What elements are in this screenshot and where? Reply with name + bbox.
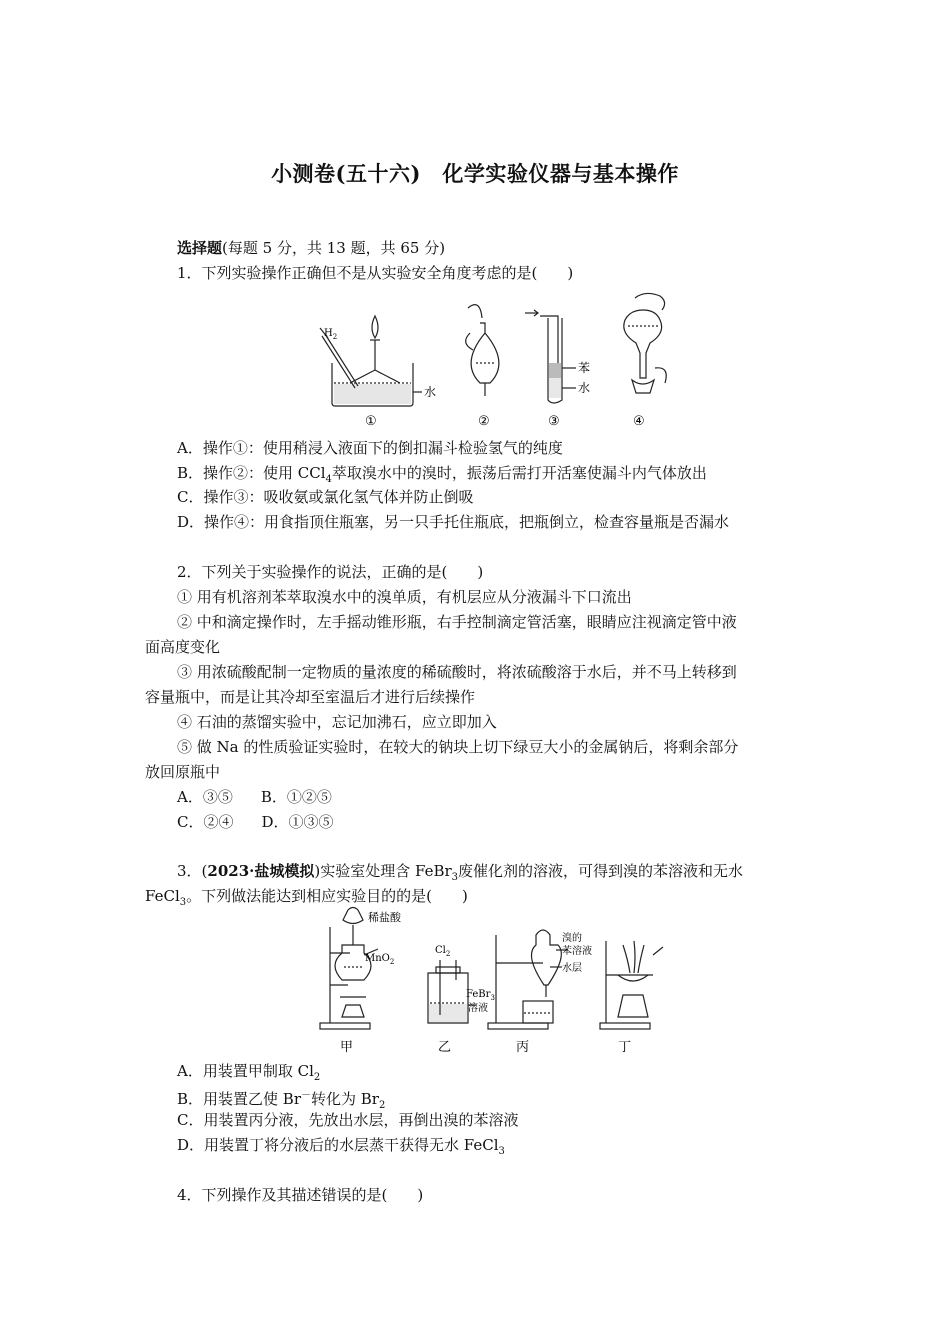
fig1-num-3: ③	[548, 414, 560, 429]
q3-stem-line1: 3．(2023·盐城模拟)实验室处理含 FeBr$_3$废催化剂的溶液，可得到溴的苯溶液和无水	[177, 862, 744, 883]
q2-statement-5b: 放回原瓶中	[145, 763, 221, 781]
q3-option-c: C．用装置丙分液，先放出水层，再倒出溴的苯溶液	[177, 1111, 519, 1129]
q3-option-a: A．用装置甲制取 $Cl_2$	[177, 1062, 321, 1083]
fig3-label-bing: 丙	[516, 1040, 530, 1055]
cl2-label: $Cl_2$	[435, 945, 451, 958]
solution-label: 溶液	[468, 1003, 488, 1014]
bromine-benzene-label-1: 溴的	[562, 933, 582, 944]
q2-option-a: A．③⑤	[177, 788, 233, 806]
q3-stem-line2: FeCl$_3$。下列做法能达到相应实验目的的是( )	[145, 887, 468, 908]
mno2-label: MnO$_2$	[365, 953, 395, 966]
q2-option-d: D．①③⑤	[261, 813, 334, 831]
water-label-1: 水	[424, 385, 437, 399]
fig1-num-4: ④	[633, 414, 645, 429]
q1-option-d: D．操作④：用食指顶住瓶塞，另一只手托住瓶底，把瓶倒立，检查容量瓶是否漏水	[177, 513, 730, 531]
q2-options-cd	[177, 812, 334, 832]
q2-options-ab	[177, 787, 332, 807]
section-head: 选择题	[177, 239, 223, 257]
q2-statement-3b: 容量瓶中，而是让其冷却至室温后才进行后续操作	[145, 688, 476, 706]
q3-figure	[318, 905, 668, 1057]
q2-statement-4: ④ 石油的蒸馏实验中，忘记加沸石，应立即加入	[177, 713, 497, 731]
q2-option-c: C．②④	[177, 813, 234, 831]
fig3-label-ding: 丁	[618, 1040, 632, 1055]
q1-stem: 1．下列实验操作正确但不是从实验安全角度考虑的是( )	[177, 264, 574, 282]
q2-statement-1: ① 用有机溶剂苯萃取溴水中的溴单质，有机层应从分液漏斗下口流出	[177, 588, 632, 606]
q1-option-c: C．操作③：吸收氨或氯化氢气体并防止倒吸	[177, 488, 474, 506]
q4-stem: 4．下列操作及其描述错误的是( )	[177, 1186, 424, 1204]
q2-option-b: B．①②⑤	[260, 788, 332, 806]
q1-figure	[310, 288, 680, 430]
water-label-3: 水	[578, 381, 591, 395]
fig1-num-1: ①	[365, 414, 377, 429]
febr3-label: FeBr$_3$	[466, 989, 495, 1002]
q2-statement-3a: ③ 用浓硫酸配制一定物质的量浓度的稀硫酸时，将浓硫酸溶于水后，并不马上转移到	[177, 663, 737, 681]
h2-label: $H_2$	[324, 328, 338, 341]
section-note: (每题 5 分，共 13 题，共 65 分)	[222, 239, 446, 257]
q3-option-b: B．用装置乙使 Br－转化为 $Br_2$	[177, 1090, 386, 1111]
q1-option-b: B．操作②：使用 CCl$_4$萃取溴水中的溴时，振荡后需打开活塞使漏斗内气体放出	[177, 464, 707, 485]
hcl-label: 稀盐酸	[368, 911, 401, 924]
fig3-label-yi: 乙	[438, 1040, 452, 1055]
q3-option-d: D．用装置丁将分液后的水层蒸干获得无水 FeCl$_3$	[177, 1136, 505, 1157]
q2-stem: 2．下列关于实验操作的说法，正确的是( )	[177, 563, 484, 581]
q2-statement-2b: 面高度变化	[145, 638, 221, 656]
q1-option-a: A．操作①：使用稍浸入液面下的倒扣漏斗检验氢气的纯度	[177, 439, 563, 457]
water-layer-label: 水层	[562, 963, 582, 974]
benzene-label: 苯	[578, 361, 591, 375]
bromine-benzene-label-2: 苯溶液	[562, 946, 592, 957]
fig1-num-2: ②	[478, 414, 490, 429]
q2-statement-5a: ⑤ 做 Na 的性质验证实验时，在较大的钠块上切下绿豆大小的金属钠后，将剩余部分	[177, 738, 739, 756]
q3-source: 2023·盐城模拟	[207, 862, 315, 880]
page-title: 小测卷(五十六) 化学实验仪器与基本操作	[271, 161, 679, 186]
section-header	[177, 238, 445, 258]
fig3-label-jia: 甲	[340, 1040, 354, 1055]
q2-statement-2a: ② 中和滴定操作时，左手摇动锥形瓶，右手控制滴定管活塞，眼睛应注视滴定管中液	[177, 613, 737, 631]
